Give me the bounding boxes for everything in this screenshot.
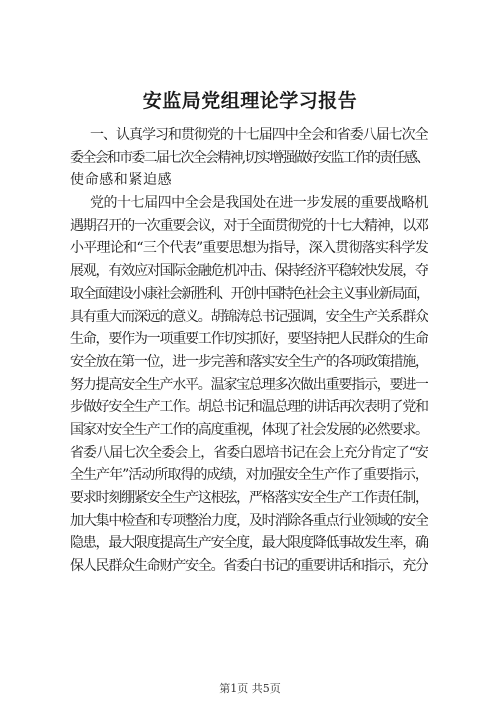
body-line: 一、认真学习和贯彻党的十七届四中全会和省委八届七次全: [90, 127, 428, 143]
body-line: 加大集中检查和专项整治力度，及时消除各重点行业领域的安全: [70, 512, 428, 529]
body-line: 全生产年”活动所取得的成绩，对加强安全生产作了重要指示，: [70, 467, 428, 484]
body-line: 要求时刻绷紧安全生产这根弦，严格落实安全生产工作责任制，: [70, 490, 428, 506]
body-line: 具有重大而深远的意义。胡锦涛总书记强调，安全生产关系群众: [70, 308, 428, 325]
body-line: 省委八届七次全委会上，省委白恩培书记在会上充分肯定了“安: [70, 444, 428, 461]
body-line: 隐患，最大限度提高生产安全度，最大限度降低事故发生率，确: [70, 535, 428, 552]
body-line: 取全面建设小康社会新胜利、开创中国特色社会主义事业新局面，: [70, 285, 428, 302]
body-line: 步做好安全生产工作。胡总书记和温总理的讲话再次表明了党和: [70, 399, 428, 416]
body-line: 国家对安全生产工作的高度重视，体现了社会发展的必然要求。: [70, 421, 428, 438]
body-line: 使命感和紧迫感: [70, 172, 173, 189]
body-line: 生命，要作为一项重要工作切实抓好，要坚持把人民群众的生命: [70, 331, 428, 348]
document-body: [70, 124, 428, 578]
body-line: 保人民群众生命财产安全。省委白书记的重要讲话和指示，充分: [70, 558, 428, 575]
body-line: 遇期召开的一次重要会议，对于全面贯彻党的十七大精神，以邓: [70, 217, 428, 234]
body-line: 努力提高安全生产水平。温家宝总理多次做出重要指示，要进一: [70, 376, 428, 393]
document-title: 安监局党组理论学习报告: [142, 90, 358, 112]
page-footer: 第1页 共5页: [219, 682, 281, 695]
body-line: 小平理论和“三个代表”重要思想为指导，深入贯彻落实科学发: [70, 240, 428, 257]
body-line: 委全会和市委二届七次全会精神,切实增强做好安监工作的责任感、: [70, 149, 428, 166]
body-line: 党的十七届四中全会是我国处在进一步发展的重要战略机: [90, 195, 428, 212]
body-line: 安全放在第一位，进一步完善和落实安全生产的各项政策措施，: [70, 353, 428, 370]
body-line: 展观，有效应对国际金融危机冲击、保持经济平稳较快发展，夺: [70, 263, 428, 280]
